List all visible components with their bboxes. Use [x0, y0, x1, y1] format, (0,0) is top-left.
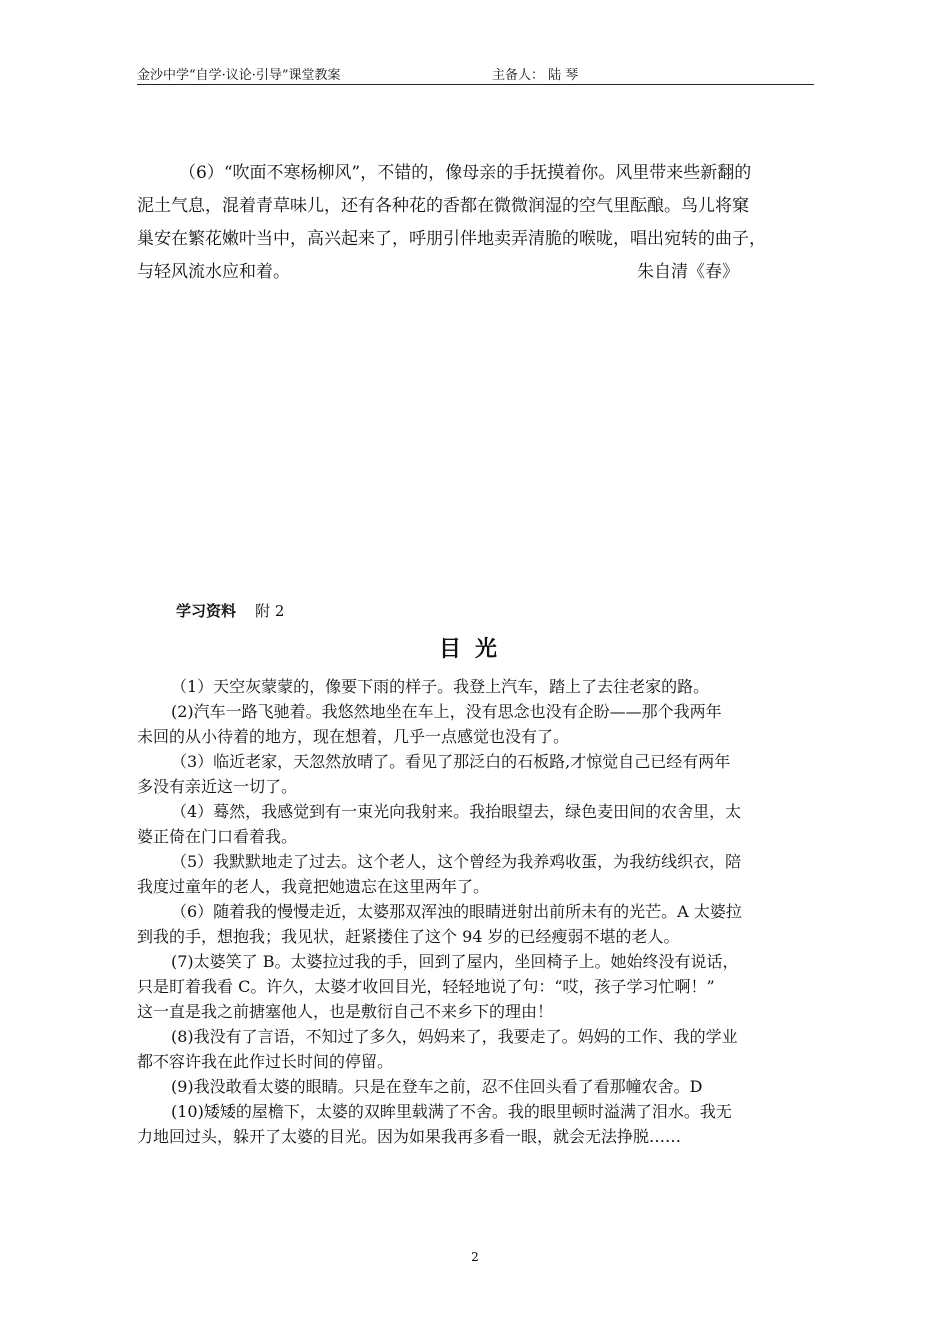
article-line: （1）天空灰蒙蒙的，像要下雨的样子。我登上汽车，踏上了去往老家的路。 — [171, 677, 710, 696]
appendix-label-main: 学习资料 — [176, 602, 237, 620]
source-attribution: 朱自清《春》 — [637, 262, 739, 282]
article-line: 我度过童年的老人，我竟把她遗忘在这里两年了。 — [137, 877, 490, 896]
article-line: (7)太婆笑了 B。太婆拉过我的手，回到了屋内，坐回椅子上。她始终没有说话， — [171, 952, 739, 971]
text-line: （6）“吹面不寒杨柳风”，不错的，像母亲的手抚摸着你。风里带来些新翻的 — [179, 163, 752, 183]
article-line: （4）蓦然，我感觉到有一束光向我射来。我抬眼望去，绿色麦田间的农舍里，太 — [171, 802, 742, 821]
text-line: 泥土气息，混着青草味儿，还有各种花的香都在微微润湿的空气里酝酿。鸟儿将窠 — [137, 196, 749, 216]
article-line: (10)矮矮的屋檐下，太婆的双眸里载满了不舍。我的眼里顿时溢满了泪水。我无 — [171, 1102, 732, 1121]
article-line: 这一直是我之前搪塞他人，也是敷衍自己不来乡下的理由！ — [137, 1002, 554, 1021]
article-line: (2)汽车一路飞驰着。我悠然地坐在车上，没有思念也没有企盼——那个我两年 — [171, 702, 722, 721]
appendix-label — [176, 600, 284, 621]
article-line: 都不容许我在此作过长时间的停留。 — [137, 1052, 394, 1071]
header-rule — [137, 84, 814, 85]
article-line: 只是盯着我看 C。许久，太婆才收回目光，轻轻地说了句：“哎，孩子学习忙啊！” — [137, 977, 715, 996]
article-line: （3）临近老家，天忽然放晴了。看见了那泛白的石板路,才惊觉自己已经有两年 — [171, 752, 731, 771]
article-line: 多没有亲近这一切了。 — [137, 777, 298, 796]
article-body — [137, 674, 817, 1149]
article-title: 目光 — [438, 637, 511, 662]
article-line: （5）我默默地走了过去。这个老人，这个曾经为我养鸡收蛋，为我纺线织衣，陪 — [171, 852, 742, 871]
header-school-title: 金沙中学“自学·议论·引导”课堂教案 — [137, 68, 341, 83]
article-line: 婆正倚在门口看着我。 — [137, 827, 298, 846]
article-line: 未回的从小待着的地方，现在想着，几乎一点感觉也没有了。 — [137, 727, 570, 746]
appendix-label-suffix: 附 2 — [255, 602, 285, 620]
spring-excerpt — [137, 157, 817, 289]
article-line: 力地回过头，躲开了太婆的目光。因为如果我再多看一眼，就会无法挣脱…… — [137, 1127, 682, 1146]
article-line: (8)我没有了言语，不知过了多久，妈妈来了，我要走了。妈妈的工作、我的学业 — [171, 1027, 738, 1046]
text-line: 巢安在繁花嫩叶当中，高兴起来了，呼朋引伴地卖弄清脆的喉咙，唱出宛转的曲子， — [137, 229, 766, 249]
text-line: 与轻风流水应和着。 — [137, 262, 290, 282]
article-line: (9)我没敢看太婆的眼睛。只是在登车之前，忍不住回头看了看那幢农舍。D — [171, 1077, 703, 1096]
article-line: 到我的手，想抱我；我见状，赶紧搂住了这个 94 岁的已经瘦弱不堪的老人。 — [137, 927, 680, 946]
page-number: 2 — [471, 1250, 479, 1264]
header-preparer: 主备人： 陆 琴 — [492, 68, 579, 83]
article-line: （6）随着我的慢慢走近，太婆那双浑浊的眼睛迸射出前所未有的光芒。A 太婆拉 — [171, 902, 742, 921]
